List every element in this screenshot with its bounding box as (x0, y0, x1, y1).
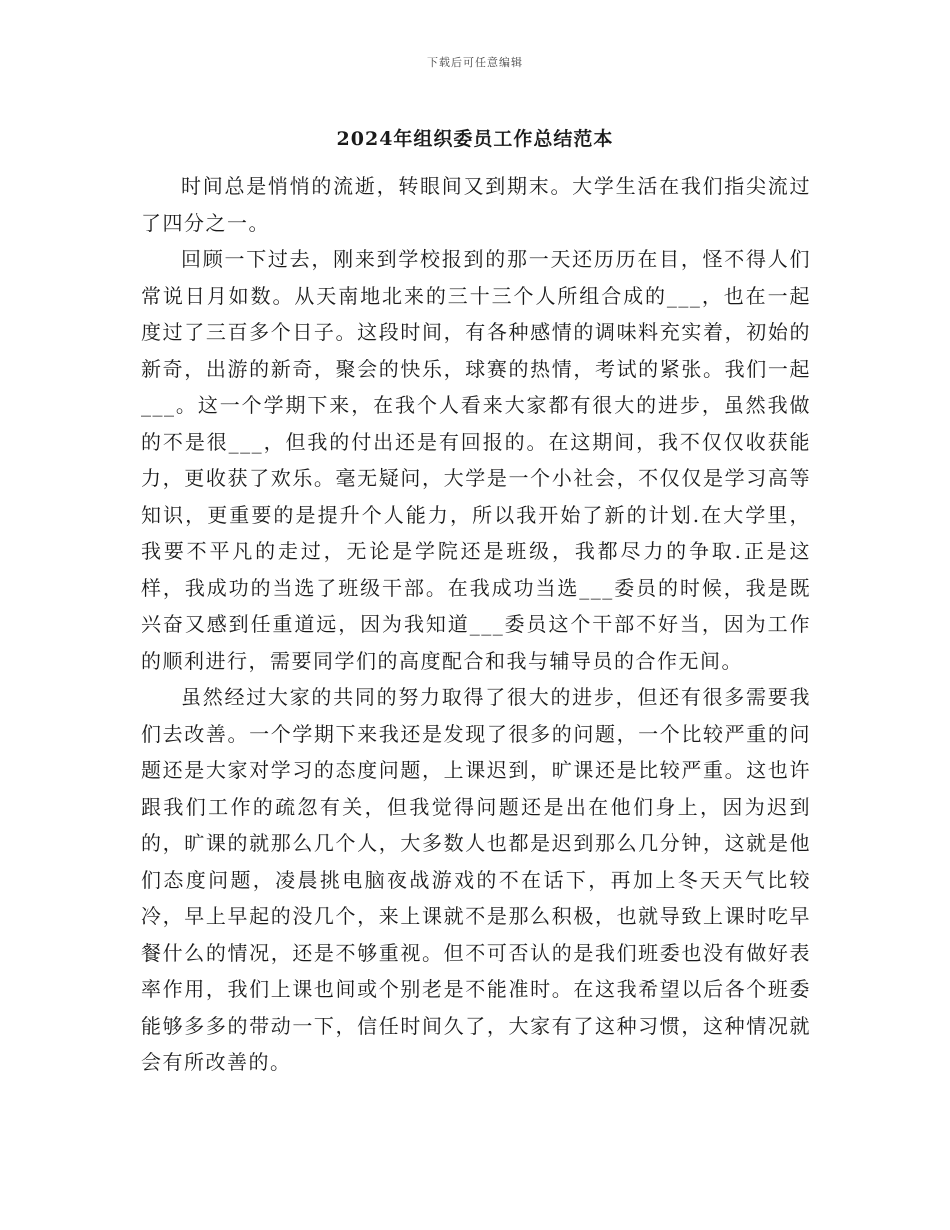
paragraph-3: 虽然经过大家的共同的努力取得了很大的进步，但还有很多需要我们去改善。一个学期下来我还是发现了很多的问题，一个比较严重的问题还是大家对学习的态度问题，上课迟到，旷课还是比较严重。这也许跟我们工作的疏忽有关，但我觉得问题还是出在他们身上，因为迟到的，旷课的就那么几个人，大多数人也都是迟到那么几分钟，这就是他们态度问题，凌晨挑电脑夜战游戏的不在话下，再加上冬天天气比较冷，早上早起的没几个，来上课就不是那么积极，也就导致上课时吃早餐什么的情况，还是不够重视。但不可否认的是我们班委也没有做好表率作用，我们上课也间或个别老是不能准时。在这我希望以后各个班委能够多多的带动一下，信任时间久了，大家有了这种习惯，这种情况就会有所改善的。 (141, 685, 811, 1074)
paragraph-2: 回顾一下过去，刚来到学校报到的那一天还历历在目，怪不得人们常说日月如数。从天南地北来的三十三个人所组合成的___，也在一起度过了三百多个日子。这段时间，有各种感情的调味料充实着，初始的新奇，出游的新奇，聚会的快乐，球赛的热情，考试的紧张。我们一起___。这一个学期下来，在我个人看来大家都有很大的进步，虽然我做的不是很___，但我的付出还是有回报的。在这期间，我不仅仅收获能力，更收获了欢乐。毫无疑问，大学是一个小社会，不仅仅是学习高等知识，更重要的是提升个人能力，所以我开始了新的计划.在大学里，我要不平凡的走过，无论是学院还是班级，我都尽力的争取.正是这样，我成功的当选了班级干部。在我成功当选___委员的时候，我是既兴奋又感到任重道远，因为我知道___委员这个干部不好当，因为工作的顺利进行，需要同学们的高度配合和我与辅导员的合作无间。 (141, 247, 811, 673)
document-title: 2024年组织委员工作总结范本 (336, 128, 614, 150)
paragraph-1: 时间总是悄悄的流逝，转眼间又到期末。大学生活在我们指尖流过了四分之一。 (141, 174, 811, 235)
header-note: 下载后可任意编辑 (427, 56, 523, 69)
document-body (141, 168, 811, 1081)
